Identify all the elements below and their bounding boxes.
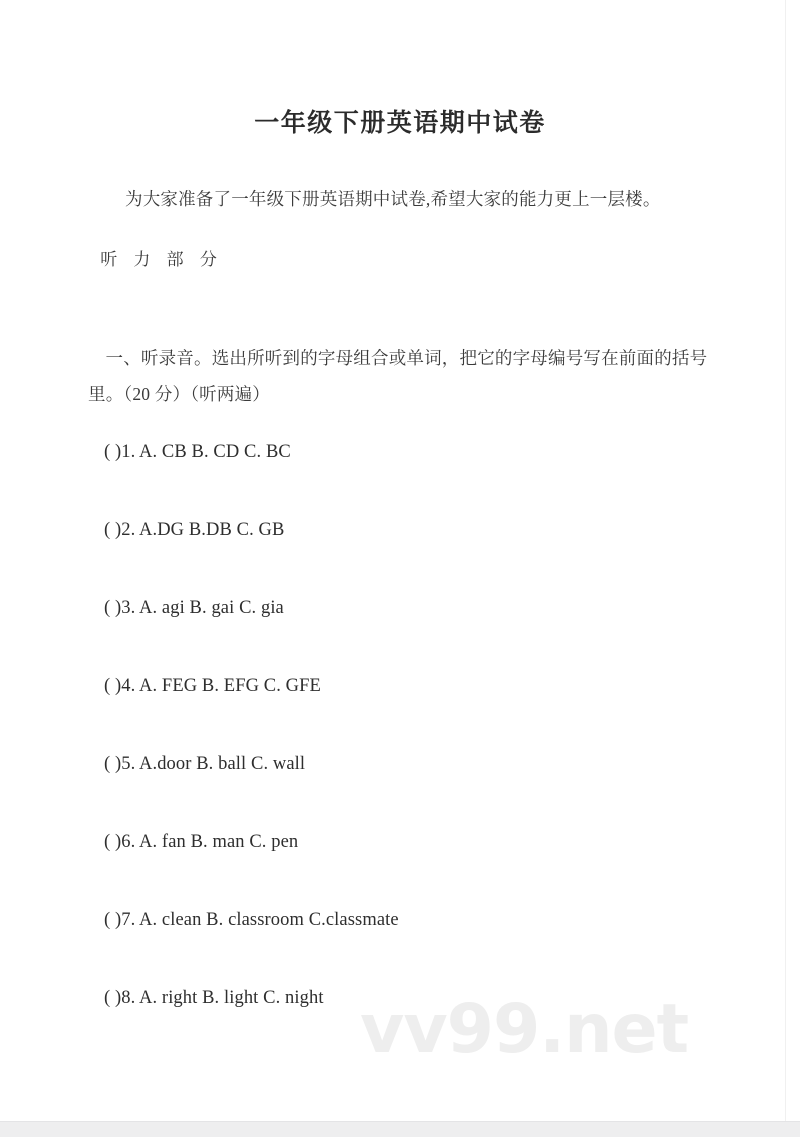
list-item: ( )4. A. FEG B. EFG C. GFE xyxy=(104,676,321,696)
page-bottom-edge-artifact xyxy=(0,1122,800,1137)
list-item: ( )7. A. clean B. classroom C.classmate xyxy=(104,910,399,930)
page-title: 一年级下册英语期中试卷 xyxy=(254,107,546,137)
page-right-edge-artifact xyxy=(785,0,786,1122)
question-list xyxy=(104,440,744,1069)
list-item: ( )6. A. fan B. man C. pen xyxy=(104,832,299,852)
list-item: ( )1. A. CB B. CD C. BC xyxy=(104,442,291,462)
site-watermark: vv99.net xyxy=(360,990,689,1069)
list-item: ( )8. A. right B. light C. night xyxy=(104,988,324,1008)
list-item: ( )3. A. agi B. gai C. gia xyxy=(104,598,284,618)
section-heading-listening: 听 力 部 分 xyxy=(100,250,223,269)
list-item: ( )2. A.DG B.DB C. GB xyxy=(104,520,285,540)
list-item: ( )5. A.door B. ball C. wall xyxy=(104,754,306,774)
question-one-instruction: 一、听录音。选出所听到的字母组合或单词，把它的字母编号写在前面的括号里。（20 分）（听两遍） xyxy=(88,347,708,405)
intro-paragraph: 为大家准备了一年级下册英语期中试卷,希望大家的能力更上一层楼。 xyxy=(125,188,661,209)
